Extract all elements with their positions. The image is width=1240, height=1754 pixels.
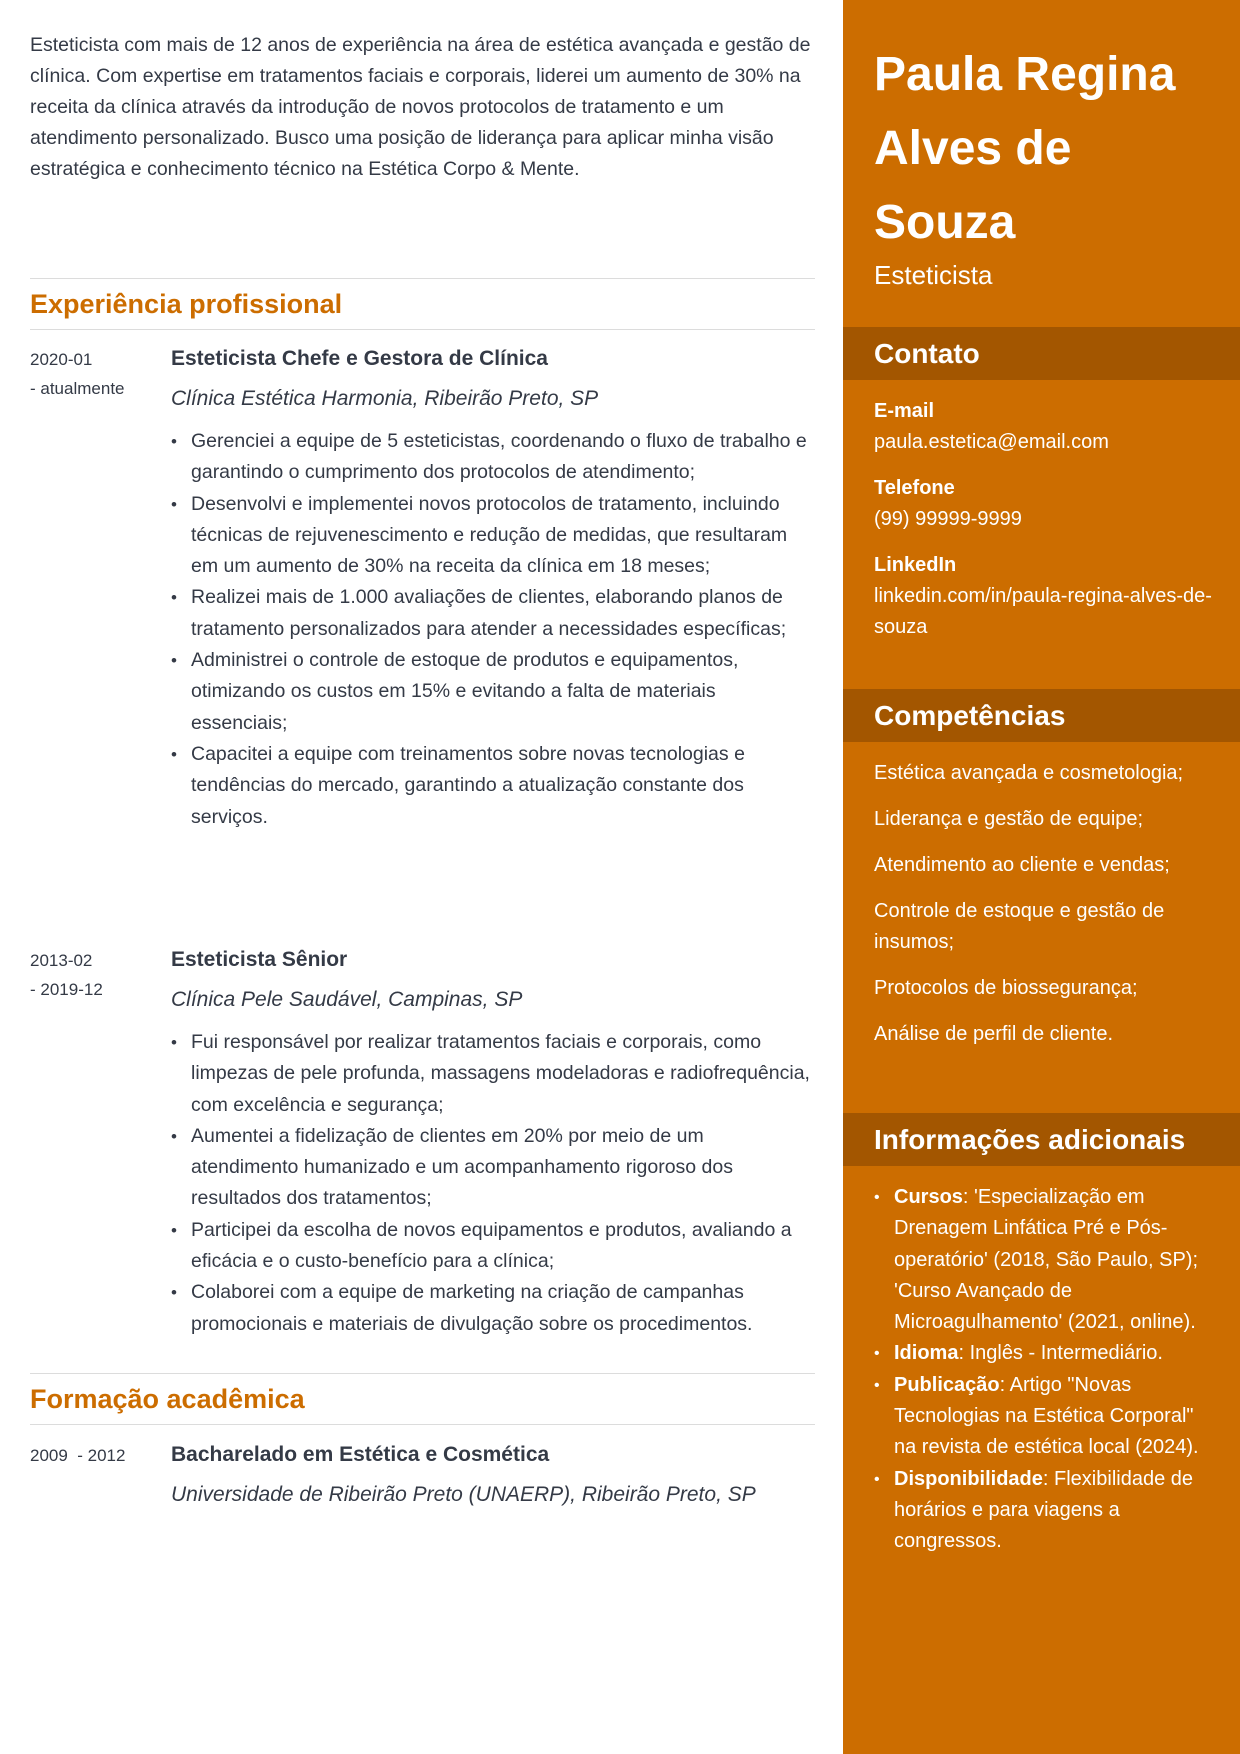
contact-linkedin xyxy=(874,550,1214,643)
job-bullet: • Fui responsável por realizar tratamentos faciais e corporais, como limpezas de pele profunda, massagens modeladoras e radiofrequência, com excelência e segurança; xyxy=(171,1027,815,1121)
job-bullets xyxy=(171,426,815,833)
additional-item xyxy=(874,1182,1214,1338)
linkedin-value[interactable]: linkedin.com/in/paula-regina-alves-de-souza xyxy=(874,585,1212,638)
experience-section-header xyxy=(30,278,815,330)
additional-list xyxy=(874,1182,1214,1558)
date-start: 2020-01 xyxy=(30,350,93,369)
additional-label: Publicação xyxy=(894,1373,1000,1396)
skill-item: Estética avançada e cosmetologia; xyxy=(874,762,1184,784)
candidate-title: Esteticista xyxy=(874,260,993,290)
job-bullet: • Aumentei a fidelização de clientes em 20% por meio de um atendimento humanizado e um acompanhamento rigoroso dos resultados dos tratamentos; xyxy=(171,1121,815,1215)
contact-phone xyxy=(874,473,1214,535)
phone-value: (99) 99999-9999 xyxy=(874,508,1022,530)
additional-item xyxy=(874,1464,1214,1558)
skills-section-header xyxy=(843,689,1240,742)
additional-label: Idioma xyxy=(894,1342,959,1365)
job-bullet: • Administrei o controle de estoque de produtos e equipamentos, otimizando os custos em 15% e evitando a falta de materiais essenciais; xyxy=(171,645,815,739)
date-start: 2013-02 xyxy=(30,951,93,970)
skill-item: Protocolos de biossegurança; xyxy=(874,977,1138,999)
job-organization: Clínica Estética Harmonia, Ribeirão Preto, SP xyxy=(171,387,599,410)
job-role: Esteticista Chefe e Gestora de Clínica xyxy=(171,347,548,370)
skills-section-title: Competências xyxy=(874,700,1066,731)
additional-section-header xyxy=(843,1113,1240,1166)
date-end: - atualmente xyxy=(30,379,125,398)
date-end: - 2019-12 xyxy=(30,980,103,999)
school: Universidade de Ribeirão Preto (UNAERP), Ribeirão Preto, SP xyxy=(171,1483,756,1506)
job-bullet: • Capacitei a equipe com treinamentos sobre novas tecnologias e tendências do mercado, garantindo a atualização constante dos serviços. xyxy=(171,739,815,833)
experience-date xyxy=(30,946,160,1004)
job-bullet: • Desenvolvi e implementei novos protocolos de tratamento, incluindo técnicas de rejuvenescimento e redução de medidas, que resultaram em um aumento de 30% na receita da clínica em 18 meses; xyxy=(171,489,815,583)
education-section-header xyxy=(30,1373,815,1425)
contact-section-title: Contato xyxy=(874,338,980,369)
candidate-name: Paula Regina Alves de Souza xyxy=(874,48,1176,249)
sidebar xyxy=(843,0,1240,1754)
education-date: 2009 - 2012 xyxy=(30,1446,126,1465)
experience-section-title: Experiência profissional xyxy=(30,289,343,319)
phone-label: Telefone xyxy=(874,477,955,499)
skill-item: Atendimento ao cliente e vendas; xyxy=(874,854,1170,876)
additional-text: : Artigo "Novas Tecnologias na Estética Corporal" na revista de estética local (2024). xyxy=(894,1373,1199,1459)
email-value[interactable]: paula.estetica@email.com xyxy=(874,431,1109,453)
job-role: Esteticista Sênior xyxy=(171,948,348,971)
job-bullet: • Participei da escolha de novos equipamentos e produtos, avaliando a eficácia e o custo-benefício para a clínica; xyxy=(171,1215,815,1278)
skill-item: Análise de perfil de cliente. xyxy=(874,1023,1114,1045)
linkedin-label: LinkedIn xyxy=(874,554,957,576)
additional-label: Cursos xyxy=(894,1186,963,1208)
education-section-title: Formação acadêmica xyxy=(30,1384,305,1414)
contact-section-header xyxy=(843,327,1240,380)
skill-item: Controle de estoque e gestão de insumos; xyxy=(874,900,1165,953)
email-label: E-mail xyxy=(874,400,935,422)
additional-section-title: Informações adicionais xyxy=(874,1124,1186,1155)
job-bullet: • Gerenciei a equipe de 5 esteticistas, coordenando o fluxo de trabalho e garantindo o cumprimento dos protocolos de atendimento; xyxy=(171,426,815,489)
experience-date xyxy=(30,345,160,403)
skills-list xyxy=(874,758,1214,1065)
contact-email xyxy=(874,396,1214,458)
additional-text: : Inglês - Intermediário. xyxy=(958,1342,1163,1365)
additional-item xyxy=(874,1370,1214,1464)
additional-item xyxy=(874,1338,1214,1369)
additional-label: Disponibilidade xyxy=(894,1467,1043,1490)
skill-item: Liderança e gestão de equipe; xyxy=(874,808,1144,830)
job-organization: Clínica Pele Saudável, Campinas, SP xyxy=(171,988,523,1011)
job-bullet: • Realizei mais de 1.000 avaliações de clientes, elaborando planos de tratamento personalizados para atender a necessidades específicas; xyxy=(171,582,815,645)
degree: Bacharelado em Estética e Cosmética xyxy=(171,1443,550,1466)
additional-text: : Flexibilidade de horários e para viagens a congressos. xyxy=(894,1467,1193,1553)
job-bullets xyxy=(171,1027,815,1340)
job-bullet: • Colaborei com a equipe de marketing na criação de campanhas promocionais e materiais de divulgação sobre os procedimentos. xyxy=(171,1277,815,1340)
profile-summary: Esteticista com mais de 12 anos de experiência na área de estética avançada e gestão de clínica. Com expertise em tratamentos faciais e corporais, liderei um aumento de 30% na receita da clínica através da introdução de novos protocolos de tratamento e um atendimento personalizado. Busco uma posição de liderança para aplicar minha visão estratégica e conhecimento técnico na Estética Corpo & Mente. xyxy=(30,34,811,180)
additional-text: : 'Especialização em Drenagem Linfática Pré e Pós-operatório' (2018, São Paulo, SP); 'Curso Avançado de Microagulhamento' (2021, online). xyxy=(894,1186,1199,1334)
